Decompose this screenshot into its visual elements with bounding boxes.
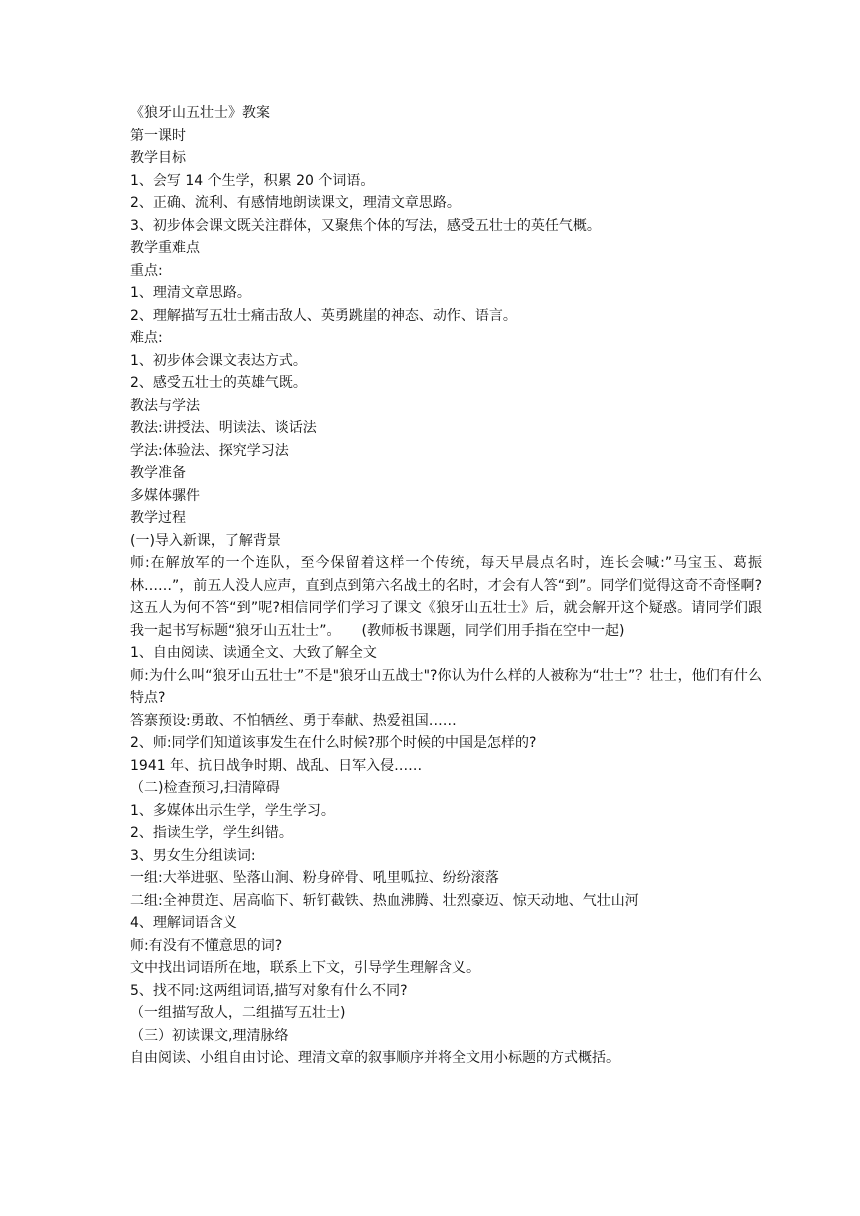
text-line: 文中找出词语所在地，联系上下文，引导学生理解含义。 <box>130 960 480 976</box>
text-line: （一组描写敌人，二组描写五壮士) <box>130 1005 346 1021</box>
text-line: 教学目标 <box>130 150 186 166</box>
text-line: (一)导入新课，了解背景 <box>130 532 281 549</box>
text-line: 学法:体验法、探究学习法 <box>130 442 289 459</box>
text-line: 难点: <box>130 330 163 346</box>
text-line: 重点: <box>130 262 163 279</box>
text-line: 4、理解词语含义 <box>130 915 237 931</box>
text-line: 教法与学法 <box>130 397 200 414</box>
text-line: 2、理解描写五壮士痛击敌人、英勇跳崖的神态、动作、语言。 <box>130 307 517 324</box>
text-line: 2、指读生学，学生纠错。 <box>130 825 293 841</box>
document-body <box>130 102 762 1070</box>
text-line: 1、会写 14 个生学，积累 20 个词语。 <box>130 172 375 189</box>
text-line: 第一课时 <box>130 127 186 144</box>
text-line: 教学重难点 <box>130 240 200 256</box>
text-line: 3、男女生分组读词: <box>130 847 256 864</box>
text-line: 2、正确、流利、有感情地朗读课文，理清文章思路。 <box>130 195 461 211</box>
text-line: 教学过程 <box>130 510 186 526</box>
paragraph: 师:在解放军的一个连队，至今保留着这样一个传统，每天早晨点名时，连长会喊:”马宝玉、葛振林……”，前五人没人应声，直到点到第六名战土的名时，才会有人答“到”。同学们觉得这奇不奇怪啊?这五人为何不答“到”呢?相信同学们学习了课文《狼牙山五壮士》后，就会解开这个疑惑。请同学们跟我一起书写标题“狼牙山五壮士”。 (教师板书课题，同学们用手指在空中一起) <box>130 555 762 639</box>
text-line: 一组:大举进驱、坠落山涧、粉身碎骨、吼里呱拉、纷纷滚落 <box>130 870 499 886</box>
text-line: 教学准备 <box>130 465 186 481</box>
text-line: 1、多媒体出示生学，学生学习。 <box>130 802 335 819</box>
text-line: 答寨预设:勇敢、不怕牺丝、勇于奉献、热爱祖国…… <box>130 712 457 729</box>
text-line: 自由阅读、小组自由讨论、理清文章的叙事顺序并将全文用小标题的方式概括。 <box>130 1050 620 1066</box>
text-line: 1、自由阅读、读通全文、大致了解全文 <box>130 645 377 661</box>
text-line: 1、理清文章思路。 <box>130 285 251 301</box>
text-line: 2、师:同学们知道该事发生在什么时候?那个时候的中国是怎样的? <box>130 735 537 751</box>
text-line: 师:有没有不懂意思的词? <box>130 937 283 954</box>
text-line: 二组:全神贯迮、居高临下、斩钉截铁、热血沸腾、壮烈豪迈、惊天动地、气壮山河 <box>130 892 639 909</box>
text-line: 3、初步体会课文既关注群体，又聚焦个体的写法，感受五壮士的英任气概。 <box>130 217 601 234</box>
text-line: 1941 年、抗日战争时期、战乱、日军入侵…… <box>130 757 423 774</box>
text-line: 2、感受五壮士的英雄气既。 <box>130 375 307 391</box>
document-title: 《狼牙山五壮士》教案 <box>130 105 270 121</box>
text-line: （三）初读课文,理清脉络 <box>130 1027 289 1044</box>
text-line: （二)检查预习,扫清障碍 <box>130 780 280 796</box>
text-line: 教法:讲授法、明读法、谈话法 <box>130 420 317 436</box>
text-line: 多媒体骡件 <box>130 487 200 504</box>
text-line: 1、初步体会课文表达方式。 <box>130 352 307 369</box>
paragraph: 师:为什么叫“狼牙山五壮士”不是"狼牙山五战士"?你认为什么样的人被称为“壮士”？壮士，他们有什么特点? <box>130 667 762 706</box>
text-line: 5、找不同:这两组词语,描写对象有什么不同? <box>130 982 408 999</box>
